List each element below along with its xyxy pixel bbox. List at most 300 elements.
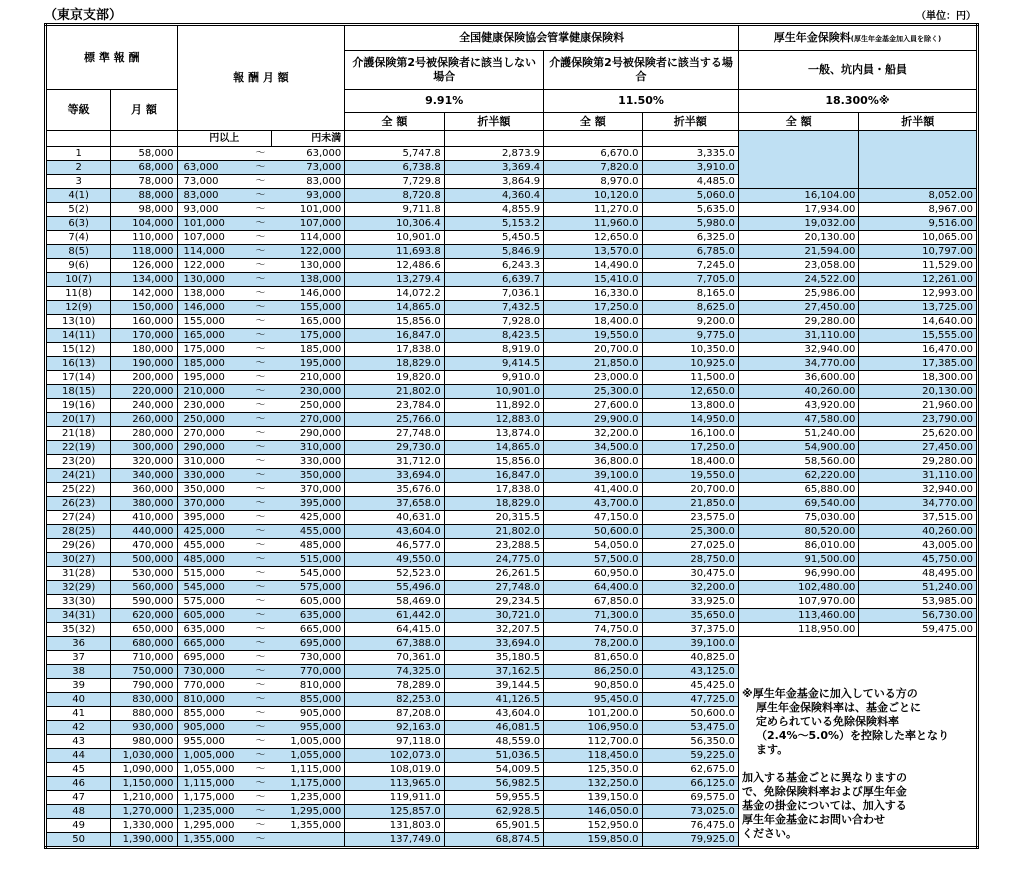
pension-half-cell: 31,110.00	[859, 469, 978, 483]
pension-full-cell: 16,104.00	[738, 189, 859, 203]
care-yes-full-cell: 64,400.0	[544, 581, 642, 595]
pension-full-cell: 51,240.00	[738, 427, 859, 441]
tilde-cell: ～	[249, 581, 271, 595]
tilde-cell: ～	[249, 805, 271, 819]
table-row	[46, 259, 978, 273]
monthly-cell: 68,000	[111, 161, 177, 175]
care-yes-half-cell: 3,910.0	[642, 161, 738, 175]
monthly-cell: 930,000	[111, 721, 177, 735]
care-not-full-cell: 27,748.0	[345, 427, 444, 441]
care-yes-full-cell: 139,150.0	[544, 791, 642, 805]
care-not-half-cell: 30,721.0	[444, 609, 543, 623]
grade-cell: 23(20)	[46, 455, 111, 469]
care-not-full-cell: 40,631.0	[345, 511, 444, 525]
care-not-half-cell: 9,910.0	[444, 371, 543, 385]
range-to-cell: 270,000	[271, 413, 344, 427]
note-line: ください。	[742, 827, 797, 840]
range-from-cell: 695,000	[177, 651, 249, 665]
pension-half-cell: 23,790.00	[859, 413, 978, 427]
pension-full-cell: 80,520.00	[738, 525, 859, 539]
care-yes-half-cell: 50,600.0	[642, 707, 738, 721]
grade-cell: 2	[46, 161, 111, 175]
table-row	[46, 483, 978, 497]
care-not-half-cell: 32,207.5	[444, 623, 543, 637]
table-row	[46, 511, 978, 525]
care-yes-full-cell: 152,950.0	[544, 819, 642, 833]
grade-cell: 6(3)	[46, 217, 111, 231]
grade-cell: 21(18)	[46, 427, 111, 441]
table-row	[46, 203, 978, 217]
care-yes-full-cell: 19,550.0	[544, 329, 642, 343]
range-from-cell: 1,115,000	[177, 777, 249, 791]
header-comp-monthly: 報 酬 月 額	[177, 25, 345, 131]
tilde-cell: ～	[249, 399, 271, 413]
care-yes-half-cell: 30,475.0	[642, 567, 738, 581]
note-line: 定められている免除保険料率	[756, 715, 899, 728]
tilde-cell: ～	[249, 357, 271, 371]
range-to-cell: 290,000	[271, 427, 344, 441]
range-from-cell: 165,000	[177, 329, 249, 343]
range-to-cell: 905,000	[271, 707, 344, 721]
header-monthly: 月 額	[111, 90, 177, 131]
care-not-half-cell: 54,009.5	[444, 763, 543, 777]
pension-half-cell: 10,797.00	[859, 245, 978, 259]
tilde-cell: ～	[249, 385, 271, 399]
pension-half-cell: 17,385.00	[859, 357, 978, 371]
tilde-cell: ～	[249, 679, 271, 693]
care-not-full-cell: 25,766.0	[345, 413, 444, 427]
monthly-cell: 790,000	[111, 679, 177, 693]
care-yes-half-cell: 40,825.0	[642, 651, 738, 665]
grade-cell: 35(32)	[46, 623, 111, 637]
care-yes-half-cell: 43,125.0	[642, 665, 738, 679]
grade-cell: 46	[46, 777, 111, 791]
header-pension	[738, 25, 977, 51]
care-yes-full-cell: 43,700.0	[544, 497, 642, 511]
grade-cell: 5(2)	[46, 203, 111, 217]
monthly-cell: 220,000	[111, 385, 177, 399]
care-yes-full-cell: 54,050.0	[544, 539, 642, 553]
care-yes-full-cell: 47,150.0	[544, 511, 642, 525]
range-from-cell: 665,000	[177, 637, 249, 651]
tilde-cell: ～	[249, 819, 271, 833]
grade-cell: 20(17)	[46, 413, 111, 427]
range-to-cell: 455,000	[271, 525, 344, 539]
monthly-cell: 98,000	[111, 203, 177, 217]
care-yes-half-cell: 12,650.0	[642, 385, 738, 399]
range-from-cell: 730,000	[177, 665, 249, 679]
grade-cell: 43	[46, 735, 111, 749]
care-yes-full-cell: 25,300.0	[544, 385, 642, 399]
care-yes-full-cell: 39,100.0	[544, 469, 642, 483]
care-not-full-cell: 9,711.8	[345, 203, 444, 217]
range-to-cell: 210,000	[271, 371, 344, 385]
tilde-cell: ～	[249, 567, 271, 581]
care-yes-full-cell: 7,820.0	[544, 161, 642, 175]
care-not-full-cell: 14,072.2	[345, 287, 444, 301]
rate-not: 9.91%	[345, 90, 544, 113]
pension-full-cell: 47,580.00	[738, 413, 859, 427]
monthly-cell: 470,000	[111, 539, 177, 553]
monthly-cell: 710,000	[111, 651, 177, 665]
care-not-half-cell: 6,243.3	[444, 259, 543, 273]
monthly-cell: 1,090,000	[111, 763, 177, 777]
care-not-half-cell: 62,928.5	[444, 805, 543, 819]
grade-cell: 27(24)	[46, 511, 111, 525]
tilde-cell: ～	[249, 637, 271, 651]
care-yes-full-cell: 6,670.0	[544, 147, 642, 161]
care-yes-half-cell: 73,025.0	[642, 805, 738, 819]
monthly-cell: 134,000	[111, 273, 177, 287]
care-yes-half-cell: 76,475.0	[642, 819, 738, 833]
care-yes-full-cell: 95,450.0	[544, 693, 642, 707]
care-not-half-cell: 15,856.0	[444, 455, 543, 469]
grade-cell: 18(15)	[46, 385, 111, 399]
care-not-full-cell: 10,901.0	[345, 231, 444, 245]
pension-half-cell: 20,130.00	[859, 385, 978, 399]
monthly-cell: 320,000	[111, 455, 177, 469]
monthly-cell: 160,000	[111, 315, 177, 329]
note-line: ※厚生年金基金に加入している方の	[742, 687, 918, 700]
care-yes-half-cell: 33,925.0	[642, 595, 738, 609]
care-yes-half-cell: 23,575.0	[642, 511, 738, 525]
monthly-cell: 260,000	[111, 413, 177, 427]
range-to-cell: 146,000	[271, 287, 344, 301]
tilde-cell: ～	[249, 175, 271, 189]
range-to-cell: 1,055,000	[271, 749, 344, 763]
pension-note: (厚生年金基金加入員を除く)	[850, 34, 942, 43]
tilde-cell: ～	[249, 651, 271, 665]
care-not-full-cell: 18,829.0	[345, 357, 444, 371]
care-not-half-cell: 3,864.9	[444, 175, 543, 189]
grade-cell: 41	[46, 707, 111, 721]
grade-cell: 10(7)	[46, 273, 111, 287]
pension-full-cell: 29,280.00	[738, 315, 859, 329]
range-from-cell: 270,000	[177, 427, 249, 441]
care-not-full-cell: 43,604.0	[345, 525, 444, 539]
tilde-cell: ～	[249, 287, 271, 301]
pension-full-cell: 118,950.00	[738, 623, 859, 637]
monthly-cell: 590,000	[111, 595, 177, 609]
care-not-half-cell: 17,838.0	[444, 483, 543, 497]
monthly-cell: 126,000	[111, 259, 177, 273]
unit-label: （単位：円）	[916, 11, 976, 22]
range-to-cell: 1,005,000	[271, 735, 344, 749]
grade-cell: 45	[46, 763, 111, 777]
grade-cell: 15(12)	[46, 343, 111, 357]
range-to-cell: 1,235,000	[271, 791, 344, 805]
range-from-cell: 635,000	[177, 623, 249, 637]
care-not-full-cell: 5,747.8	[345, 147, 444, 161]
note-line: 加入する基金ごとに異なりますの	[742, 771, 907, 784]
care-yes-full-cell: 20,700.0	[544, 343, 642, 357]
range-to-cell: 955,000	[271, 721, 344, 735]
monthly-cell: 150,000	[111, 301, 177, 315]
range-from-cell: 101,000	[177, 217, 249, 231]
care-yes-full-cell: 112,700.0	[544, 735, 642, 749]
monthly-cell: 560,000	[111, 581, 177, 595]
tilde-cell: ～	[249, 497, 271, 511]
pension-half-cell: 51,240.00	[859, 581, 978, 595]
range-to-cell: 195,000	[271, 357, 344, 371]
care-not-half-cell: 59,955.5	[444, 791, 543, 805]
care-yes-full-cell: 41,400.0	[544, 483, 642, 497]
header-half: 折半額	[642, 113, 738, 131]
range-to-cell: 395,000	[271, 497, 344, 511]
range-to-cell: 101,000	[271, 203, 344, 217]
table-row	[46, 553, 978, 567]
pension-full-cell: 40,260.00	[738, 385, 859, 399]
table-row	[46, 343, 978, 357]
care-not-full-cell: 113,965.0	[345, 777, 444, 791]
grade-cell: 19(16)	[46, 399, 111, 413]
note-line: で、免除保険料率および厚生年金	[742, 785, 907, 798]
range-from-cell: 230,000	[177, 399, 249, 413]
range-from-cell: 107,000	[177, 231, 249, 245]
rate-pension: 18.300%※	[738, 90, 977, 113]
care-yes-half-cell: 39,100.0	[642, 637, 738, 651]
monthly-cell: 280,000	[111, 427, 177, 441]
pension-full-cell: 75,030.00	[738, 511, 859, 525]
range-to-cell: 695,000	[271, 637, 344, 651]
grade-cell: 40	[46, 693, 111, 707]
care-not-full-cell: 55,496.0	[345, 581, 444, 595]
range-from-cell: 545,000	[177, 581, 249, 595]
tilde-cell: ～	[249, 343, 271, 357]
range-from-cell: 93,000	[177, 203, 249, 217]
care-not-half-cell: 65,901.5	[444, 819, 543, 833]
care-not-half-cell: 43,604.0	[444, 707, 543, 721]
pension-full-cell: 62,220.00	[738, 469, 859, 483]
care-not-full-cell: 10,306.4	[345, 217, 444, 231]
tilde-cell: ～	[249, 539, 271, 553]
units-blank	[46, 131, 111, 147]
header-care-not: 介護保険第2号被保険者に該当しない場合	[345, 51, 544, 90]
care-yes-full-cell: 50,600.0	[544, 525, 642, 539]
note-line: （2.4%～5.0%）を控除した率となり	[756, 729, 950, 742]
range-to-cell: 810,000	[271, 679, 344, 693]
care-yes-full-cell: 71,300.0	[544, 609, 642, 623]
pension-full-cell: 96,990.00	[738, 567, 859, 581]
units-blank	[642, 131, 738, 147]
care-yes-full-cell: 81,650.0	[544, 651, 642, 665]
care-yes-half-cell: 27,025.0	[642, 539, 738, 553]
care-not-full-cell: 6,738.8	[345, 161, 444, 175]
care-yes-full-cell: 32,200.0	[544, 427, 642, 441]
care-yes-full-cell: 146,050.0	[544, 805, 642, 819]
care-yes-full-cell: 11,960.0	[544, 217, 642, 231]
grade-cell: 17(14)	[46, 371, 111, 385]
range-from-cell: 1,295,000	[177, 819, 249, 833]
care-not-half-cell: 10,901.0	[444, 385, 543, 399]
care-yes-half-cell: 5,635.0	[642, 203, 738, 217]
care-yes-half-cell: 32,200.0	[642, 581, 738, 595]
care-yes-full-cell: 11,270.0	[544, 203, 642, 217]
care-yes-half-cell: 10,350.0	[642, 343, 738, 357]
care-yes-half-cell: 47,725.0	[642, 693, 738, 707]
pension-full-cell: 20,130.00	[738, 231, 859, 245]
range-to-cell: 515,000	[271, 553, 344, 567]
units-blank	[544, 131, 642, 147]
table-row	[46, 357, 978, 371]
care-not-half-cell: 56,982.5	[444, 777, 543, 791]
pension-full-cell: 27,450.00	[738, 301, 859, 315]
care-yes-full-cell: 132,250.0	[544, 777, 642, 791]
tilde-cell: ～	[249, 791, 271, 805]
care-not-full-cell: 49,550.0	[345, 553, 444, 567]
monthly-cell: 1,210,000	[111, 791, 177, 805]
pension-fund-note	[742, 687, 976, 847]
grade-cell: 9(6)	[46, 259, 111, 273]
grade-cell: 14(11)	[46, 329, 111, 343]
tilde-cell: ～	[249, 511, 271, 525]
care-yes-full-cell: 57,500.0	[544, 553, 642, 567]
tilde-cell: ～	[249, 273, 271, 287]
pension-half-cell: 8,052.00	[859, 189, 978, 203]
pension-full-cell: 91,500.00	[738, 553, 859, 567]
pension-full-cell: 43,920.00	[738, 399, 859, 413]
range-to-cell: 1,175,000	[271, 777, 344, 791]
tilde-cell: ～	[249, 245, 271, 259]
range-to-cell	[271, 833, 344, 848]
grade-cell: 11(8)	[46, 287, 111, 301]
care-not-half-cell: 2,873.9	[444, 147, 543, 161]
care-yes-half-cell: 45,425.0	[642, 679, 738, 693]
pension-half-cell: 8,967.00	[859, 203, 978, 217]
tilde-cell: ～	[249, 721, 271, 735]
care-yes-full-cell: 8,970.0	[544, 175, 642, 189]
grade-cell: 50	[46, 833, 111, 848]
range-to-cell: 485,000	[271, 539, 344, 553]
care-yes-half-cell: 25,300.0	[642, 525, 738, 539]
care-yes-half-cell: 5,980.0	[642, 217, 738, 231]
care-not-full-cell: 37,658.0	[345, 497, 444, 511]
tilde-cell: ～	[249, 735, 271, 749]
care-yes-half-cell: 79,925.0	[642, 833, 738, 848]
monthly-cell: 440,000	[111, 525, 177, 539]
pension-half-cell: 40,260.00	[859, 525, 978, 539]
range-to-cell: 122,000	[271, 245, 344, 259]
care-not-full-cell: 23,784.0	[345, 399, 444, 413]
monthly-cell: 980,000	[111, 735, 177, 749]
range-from-cell: 605,000	[177, 609, 249, 623]
care-yes-full-cell: 16,330.0	[544, 287, 642, 301]
monthly-cell: 680,000	[111, 637, 177, 651]
pension-full-cell: 23,058.00	[738, 259, 859, 273]
care-yes-full-cell: 159,850.0	[544, 833, 642, 848]
care-yes-full-cell: 14,490.0	[544, 259, 642, 273]
range-from-cell: 1,175,000	[177, 791, 249, 805]
pension-full-cell: 58,560.00	[738, 455, 859, 469]
range-from-cell: 1,005,000	[177, 749, 249, 763]
tilde-cell: ～	[249, 777, 271, 791]
range-to-cell: 107,000	[271, 217, 344, 231]
care-yes-full-cell: 34,500.0	[544, 441, 642, 455]
care-not-half-cell: 27,748.0	[444, 581, 543, 595]
table-row	[46, 371, 978, 385]
note-line: 基金の掛金については、加入する	[742, 799, 907, 812]
care-yes-half-cell: 3,335.0	[642, 147, 738, 161]
range-from-cell: 155,000	[177, 315, 249, 329]
range-to-cell: 165,000	[271, 315, 344, 329]
grade-cell: 49	[46, 819, 111, 833]
care-not-full-cell: 131,803.0	[345, 819, 444, 833]
care-not-half-cell: 8,919.0	[444, 343, 543, 357]
range-to-cell: 855,000	[271, 693, 344, 707]
pension-half-cell: 21,960.00	[859, 399, 978, 413]
care-not-half-cell: 20,315.5	[444, 511, 543, 525]
care-not-half-cell: 9,414.5	[444, 357, 543, 371]
grade-cell: 24(21)	[46, 469, 111, 483]
grade-cell: 13(10)	[46, 315, 111, 329]
pension-half-cell: 37,515.00	[859, 511, 978, 525]
care-yes-half-cell: 7,245.0	[642, 259, 738, 273]
pension-half-cell: 56,730.00	[859, 609, 978, 623]
care-not-half-cell: 24,775.0	[444, 553, 543, 567]
header-half: 折半額	[859, 113, 978, 131]
range-to-cell: 370,000	[271, 483, 344, 497]
tilde-cell: ～	[249, 147, 271, 161]
care-not-half-cell: 5,846.9	[444, 245, 543, 259]
grade-cell: 38	[46, 665, 111, 679]
pension-full-cell: 86,010.00	[738, 539, 859, 553]
range-to-cell: 1,295,000	[271, 805, 344, 819]
tilde-cell: ～	[249, 609, 271, 623]
range-to-cell: 545,000	[271, 567, 344, 581]
tilde-cell: ～	[249, 371, 271, 385]
range-to-cell: 250,000	[271, 399, 344, 413]
care-yes-half-cell: 56,350.0	[642, 735, 738, 749]
care-not-half-cell: 26,261.5	[444, 567, 543, 581]
range-to-cell: 130,000	[271, 259, 344, 273]
care-not-full-cell: 12,486.6	[345, 259, 444, 273]
range-from-cell: 195,000	[177, 371, 249, 385]
care-not-half-cell: 13,874.0	[444, 427, 543, 441]
care-not-full-cell: 11,693.8	[345, 245, 444, 259]
pension-full-cell: 65,880.00	[738, 483, 859, 497]
grade-cell: 22(19)	[46, 441, 111, 455]
care-not-full-cell: 7,729.8	[345, 175, 444, 189]
pension-half-cell: 15,555.00	[859, 329, 978, 343]
units-blank	[444, 131, 543, 147]
table-row	[46, 231, 978, 245]
units-blank	[111, 131, 177, 147]
care-yes-full-cell: 12,650.0	[544, 231, 642, 245]
care-not-half-cell: 41,126.5	[444, 693, 543, 707]
range-from-cell: 1,235,000	[177, 805, 249, 819]
range-from-cell: 138,000	[177, 287, 249, 301]
note-line: ます。	[756, 743, 789, 756]
header-kyokai: 全国健康保険協会管掌健康保険料	[345, 25, 739, 51]
range-to-cell: 93,000	[271, 189, 344, 203]
care-not-full-cell: 64,415.0	[345, 623, 444, 637]
table-row	[46, 301, 978, 315]
care-not-full-cell: 16,847.0	[345, 329, 444, 343]
table-row	[46, 189, 978, 203]
tilde-cell: ～	[249, 413, 271, 427]
table-row	[46, 329, 978, 343]
care-not-full-cell: 8,720.8	[345, 189, 444, 203]
note-line: 厚生年金保険料率は、基金ごとに	[756, 701, 921, 714]
range-from-cell: 290,000	[177, 441, 249, 455]
grade-cell: 30(27)	[46, 553, 111, 567]
tilde-cell: ～	[249, 217, 271, 231]
pension-half-cell: 14,640.00	[859, 315, 978, 329]
range-from-cell: 1,355,000	[177, 833, 249, 848]
range-to-cell: 230,000	[271, 385, 344, 399]
table-row	[46, 245, 978, 259]
range-from-cell: 905,000	[177, 721, 249, 735]
